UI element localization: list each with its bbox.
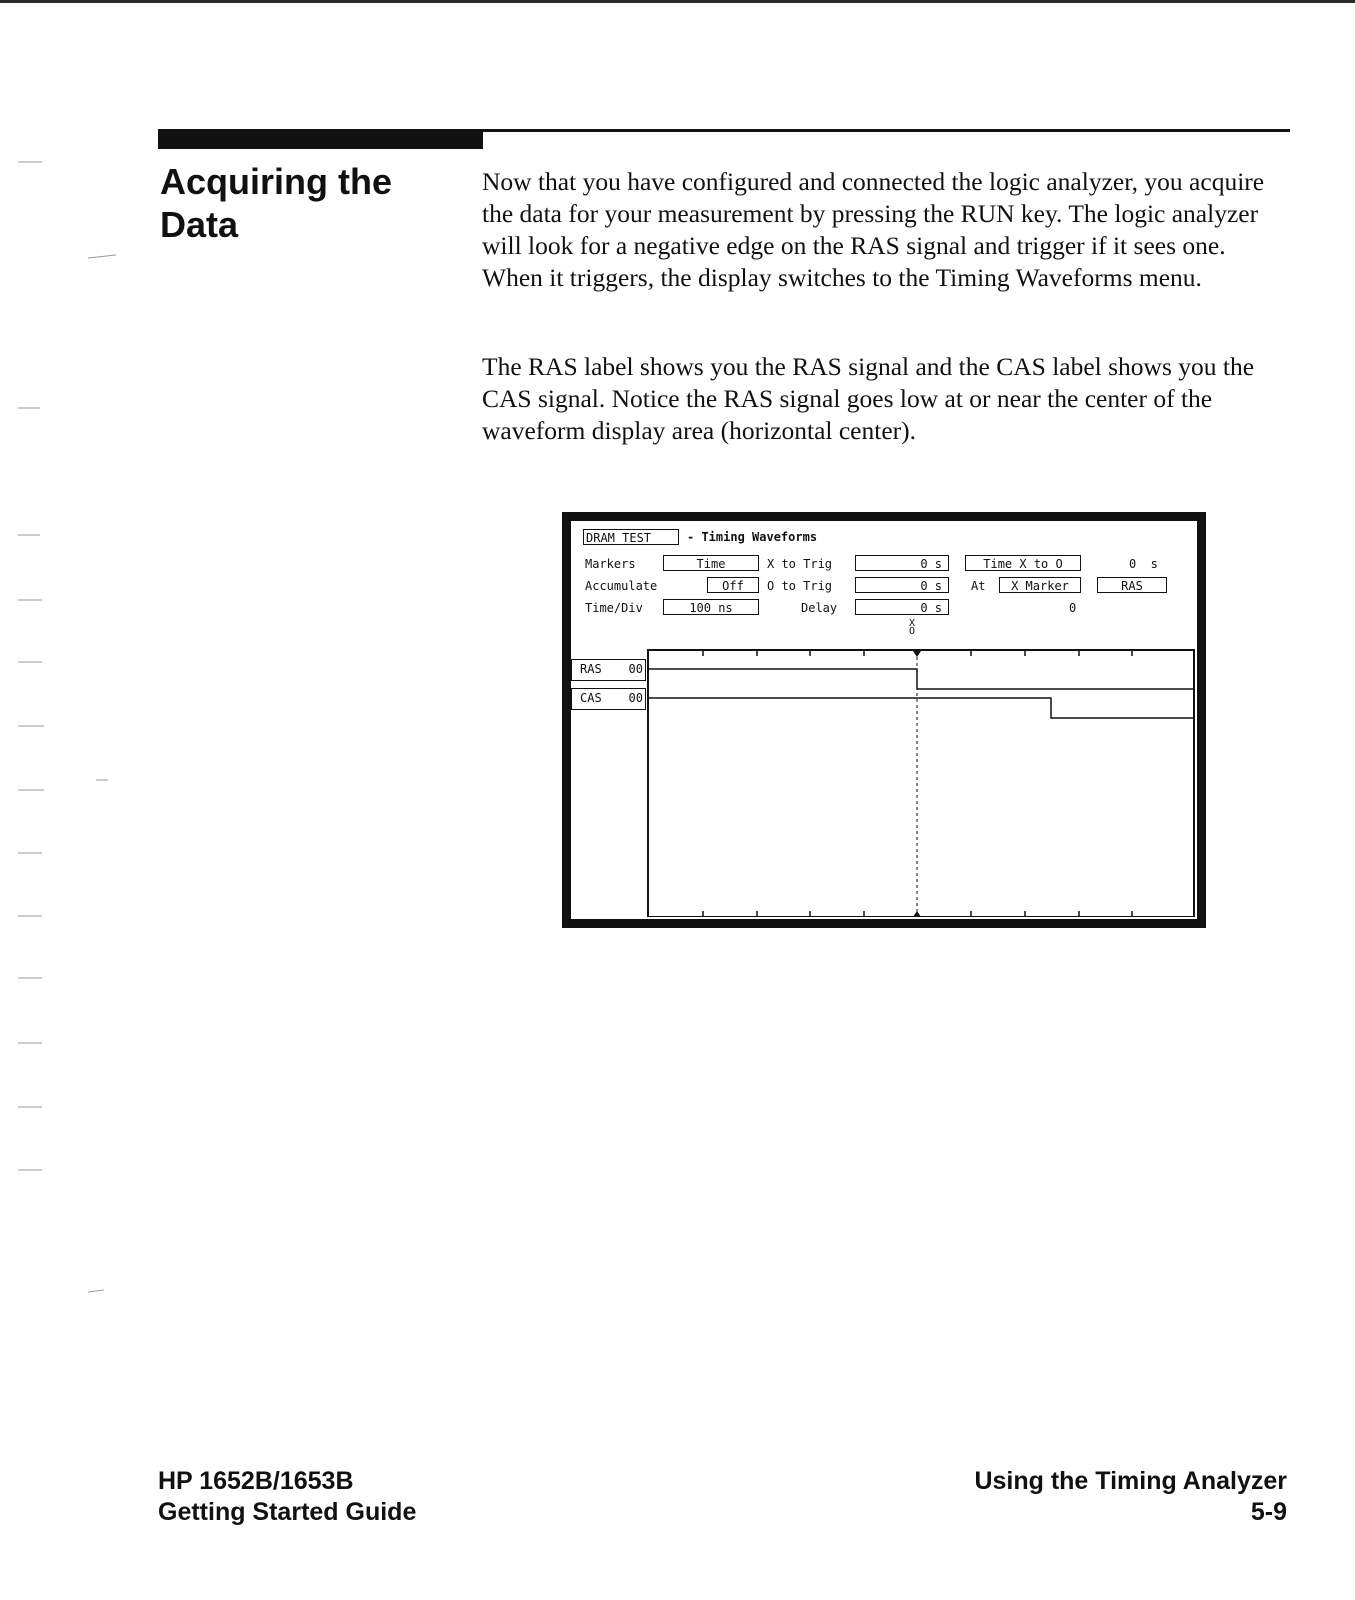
x-to-trig-field[interactable]: 0 s bbox=[855, 555, 949, 571]
timediv-field[interactable]: 100 ns bbox=[663, 599, 759, 615]
channel-value-cas: 00 bbox=[628, 691, 643, 705]
time-x-to-o-value: 0 s bbox=[1129, 557, 1158, 571]
footer-page: 5-9 bbox=[1250, 1498, 1287, 1526]
cas-waveform bbox=[649, 698, 1193, 718]
marker-x-label: X bbox=[909, 618, 916, 629]
channel-label-cas[interactable] bbox=[571, 688, 646, 710]
accumulate-label: Accumulate bbox=[585, 579, 658, 593]
time-x-to-o-field[interactable]: Time X to O bbox=[965, 555, 1081, 571]
o-to-trig-field[interactable]: 0 s bbox=[855, 577, 949, 593]
markers-label: Markers bbox=[585, 557, 636, 571]
timing-waveforms-screen bbox=[562, 512, 1206, 928]
section-title bbox=[160, 160, 450, 246]
at-marker-field[interactable]: X Marker bbox=[999, 577, 1081, 593]
trigger-marker-bottom bbox=[913, 911, 921, 917]
waveform-graphics bbox=[649, 651, 1193, 917]
markers-field[interactable]: Time bbox=[663, 555, 759, 571]
footer-product: HP 1652B/1653B bbox=[158, 1467, 354, 1495]
footer-chapter: Using the Timing Analyzer bbox=[974, 1467, 1287, 1495]
marker-o-label: O bbox=[909, 626, 916, 637]
margin-scan-marks bbox=[16, 150, 136, 1350]
footer-guide: Getting Started Guide bbox=[158, 1498, 417, 1526]
footer-right bbox=[974, 1466, 1287, 1528]
channel-name-ras: RAS bbox=[580, 662, 602, 676]
accumulate-field[interactable]: Off bbox=[707, 577, 759, 593]
top-rule bbox=[0, 0, 1355, 3]
delay-field[interactable]: 0 s bbox=[855, 599, 949, 615]
waveform-display-area[interactable] bbox=[647, 649, 1195, 917]
ras-waveform bbox=[649, 669, 1193, 689]
o-to-trig-label: O to Trig bbox=[767, 579, 833, 593]
menu-title: - Timing Waveforms bbox=[687, 530, 818, 544]
test-name-field[interactable]: DRAM TEST bbox=[583, 529, 679, 545]
heading-bar bbox=[158, 131, 483, 149]
section-title-line2: Data bbox=[160, 204, 239, 245]
at-count-value: 0 bbox=[1069, 601, 1077, 615]
timediv-label: Time/Div bbox=[585, 601, 643, 615]
paragraph-2: The RAS label shows you the RAS signal and the CAS label shows you the CAS signal. Notice the RAS signal goes low at or near the center of the waveform display area (horizontal center). bbox=[482, 352, 1255, 445]
at-label: At bbox=[971, 579, 986, 593]
screen-display bbox=[571, 521, 1197, 919]
delay-label: Delay bbox=[801, 601, 838, 615]
channel-value-ras: 00 bbox=[628, 662, 643, 676]
channel-name-cas: CAS bbox=[580, 691, 602, 705]
trigger-marker-top bbox=[913, 651, 921, 657]
section-title-line1: Acquiring the bbox=[160, 161, 392, 202]
channel-label-ras[interactable] bbox=[571, 659, 646, 681]
footer-left bbox=[158, 1466, 416, 1528]
paragraph-1: Now that you have configured and connected the logic analyzer, you acquire the data for your measurement by pressing the RUN key. The logic analyzer will look for a negative edge on the RAS signal and trigger if it sees one. When it triggers, the display switches to the Timing Waveforms menu. bbox=[482, 167, 1265, 292]
x-to-trig-label: X to Trig bbox=[767, 557, 833, 571]
at-signal-field[interactable]: RAS bbox=[1097, 577, 1167, 593]
